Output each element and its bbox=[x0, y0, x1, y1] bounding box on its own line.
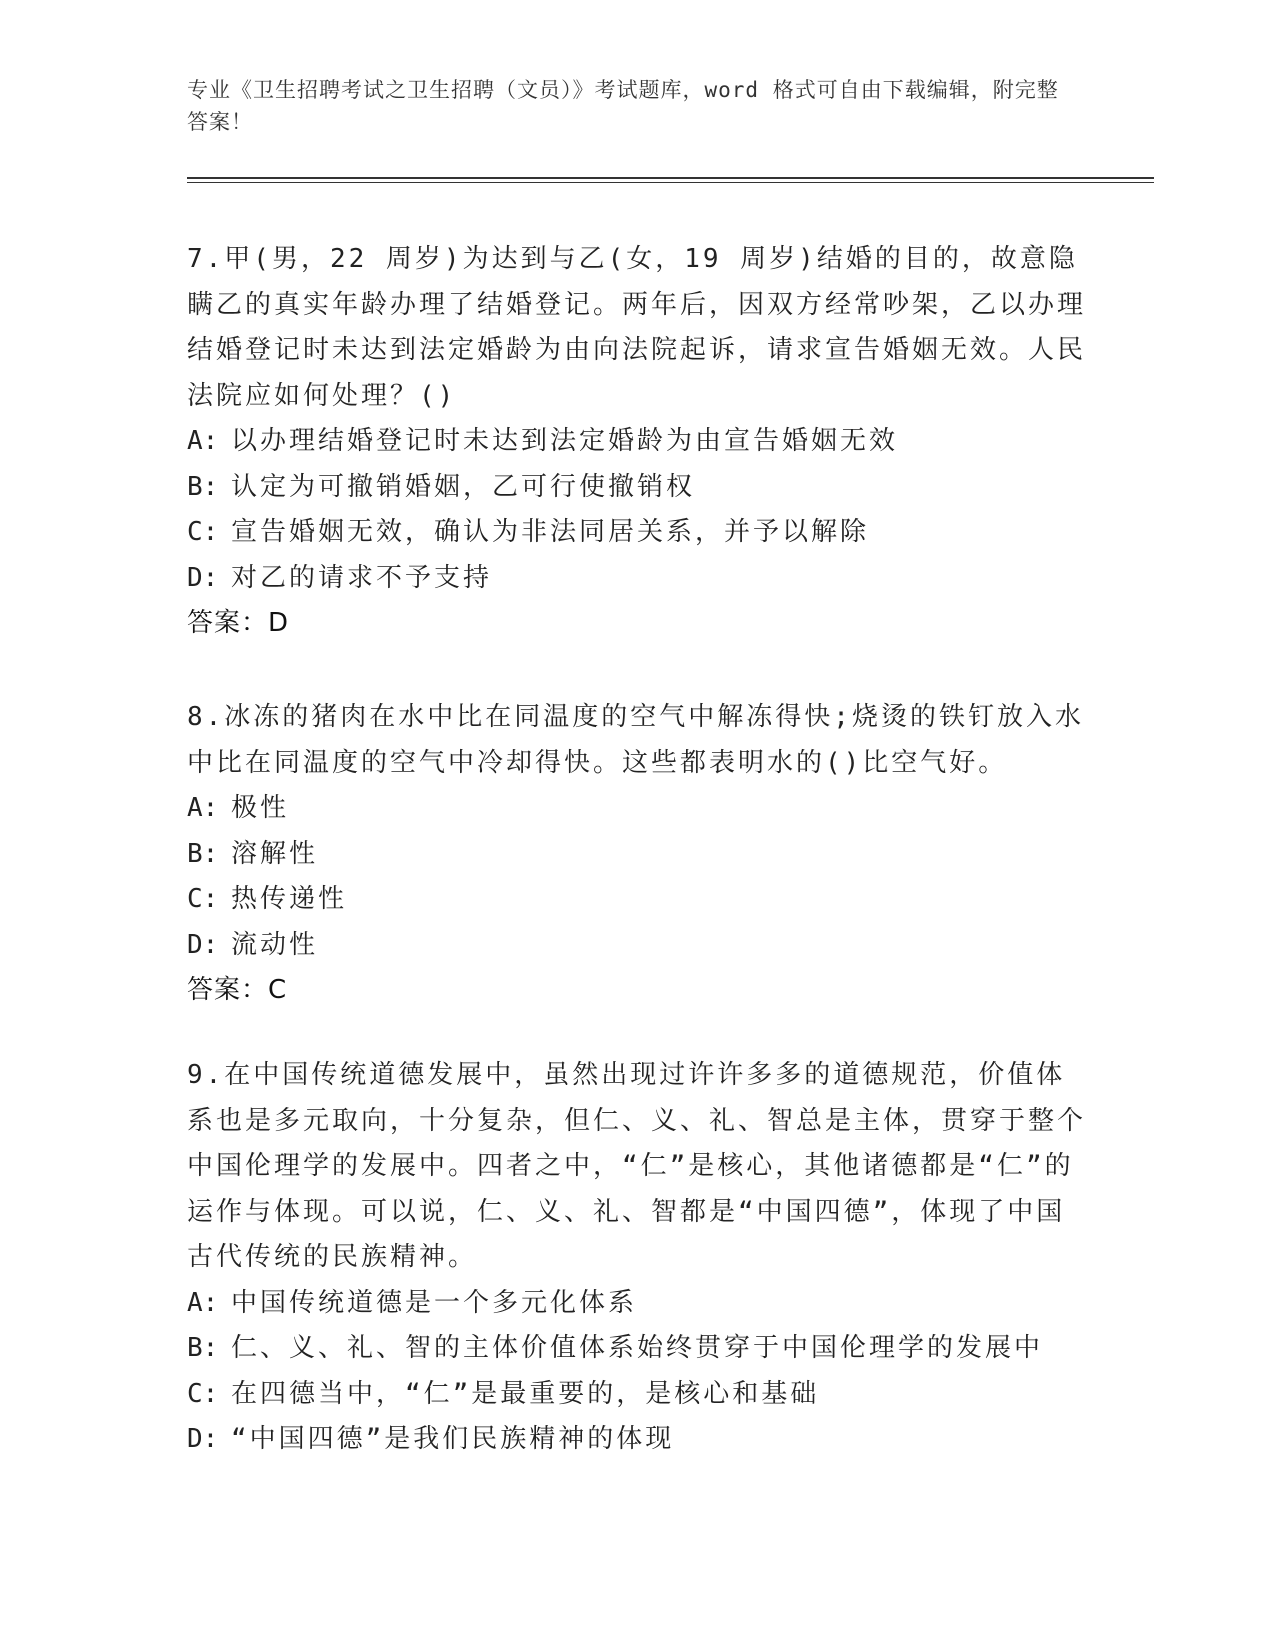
question-stem: 9.在中国传统道德发展中，虽然出现过许许多多的道德规范，价值体系也是多元取向，十分复杂，但仁、义、礼、智总是主体，贯穿于整个中国伦理学的发展中。四者之中，“仁”是核心，其他诸德都是“仁”的运作与体现。可以说，仁、义、礼、智都是“中国四德”，体现了中国古代传统的民族精神。 bbox=[187, 1060, 1087, 1272]
option-text: 溶解性 bbox=[231, 838, 319, 869]
option-text: 中国传统道德是一个多元化体系 bbox=[231, 1287, 638, 1318]
option-text: “中国四德”是我们民族精神的体现 bbox=[231, 1424, 675, 1454]
option-text: 极性 bbox=[231, 793, 290, 823]
option-key: B: bbox=[187, 1333, 219, 1363]
option-text: 对乙的请求不予支持 bbox=[231, 562, 493, 593]
option-text: 在四德当中，“仁”是最重要的，是核心和基础 bbox=[231, 1378, 820, 1409]
option-key: B: bbox=[187, 838, 219, 869]
question-stem: 7.甲(男，22 周岁)为达到与乙(女，19 周岁)结婚的目的，故意隐瞒乙的真实年龄办理了结婚登记。两年后，因双方经常吵架，乙以办理结婚登记时未达到法定婚龄为由向法院起诉，请求宣告婚姻无效。人民法院应如何处理？() bbox=[187, 244, 1087, 411]
option-key: C: bbox=[187, 884, 219, 914]
option-key: A: bbox=[187, 793, 219, 823]
option-a bbox=[187, 1281, 1087, 1327]
option-key: A: bbox=[187, 426, 219, 456]
option-text: 仁、义、礼、智的主体价值体系始终贯穿于中国伦理学的发展中 bbox=[231, 1333, 1044, 1363]
option-c bbox=[187, 877, 1087, 923]
option-key: D: bbox=[187, 929, 219, 960]
question-7 bbox=[187, 237, 1087, 647]
option-b bbox=[187, 465, 1087, 511]
option-d bbox=[187, 923, 1087, 969]
option-b bbox=[187, 1326, 1087, 1372]
question-8 bbox=[187, 695, 1087, 1014]
option-key: D: bbox=[187, 1424, 219, 1454]
option-text: 认定为可撤销婚姻，乙可行使撤销权 bbox=[231, 471, 696, 502]
option-key: C: bbox=[187, 1378, 219, 1409]
header-divider-thick bbox=[187, 177, 1154, 179]
option-text: 流动性 bbox=[231, 929, 319, 960]
option-key: C: bbox=[187, 517, 219, 547]
option-d bbox=[187, 556, 1087, 602]
option-d bbox=[187, 1417, 1087, 1463]
answer-line: 答案：C bbox=[187, 975, 288, 1005]
question-9 bbox=[187, 1053, 1087, 1463]
option-a bbox=[187, 786, 1087, 832]
option-a bbox=[187, 419, 1087, 465]
option-key: A: bbox=[187, 1287, 219, 1318]
option-key: D: bbox=[187, 562, 219, 593]
answer-line: 答案：D bbox=[187, 608, 290, 638]
option-text: 宣告婚姻无效，确认为非法同居关系，并予以解除 bbox=[231, 517, 870, 547]
header-divider-thin bbox=[187, 182, 1154, 183]
option-c bbox=[187, 1372, 1087, 1418]
option-text: 热传递性 bbox=[231, 884, 348, 914]
option-key: B: bbox=[187, 471, 219, 502]
document-header: 专业《卫生招聘考试之卫生招聘（文员）》考试题库，word 格式可自由下载编辑，附完整答案！ bbox=[187, 78, 1059, 134]
question-stem: 8.冰冻的猪肉在水中比在同温度的空气中解冻得快;烧烫的铁钉放入水中比在同温度的空气中冷却得快。这些都表明水的()比空气好。 bbox=[187, 702, 1084, 778]
option-c bbox=[187, 510, 1087, 556]
option-b bbox=[187, 832, 1087, 878]
option-text: 以办理结婚登记时未达到法定婚龄为由宣告婚姻无效 bbox=[231, 426, 899, 456]
